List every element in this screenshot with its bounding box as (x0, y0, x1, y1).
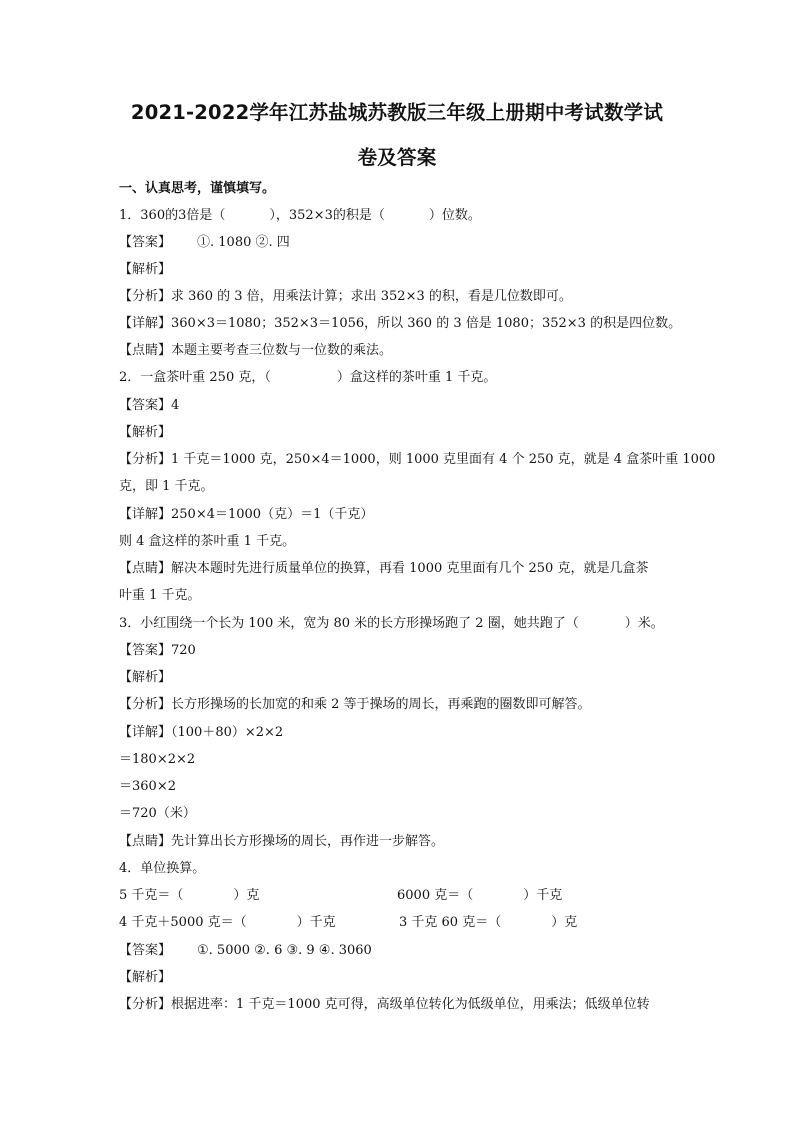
question-3-fenxi: 【分析】长方形操场的长加宽的和乘 2 等于操场的周长，再乘跑的圈数即可解答。 (119, 697, 591, 712)
question-1-fenxi: 【分析】求 360 的 3 倍，用乘法计算；求出 352×3 的积，看是几位数即可。 (119, 289, 572, 304)
question-4-fenxi: 【分析】根据进率：1 千克＝1000 克可得，高级单位转化为低级单位，用乘法；低级单位转 (119, 997, 650, 1012)
question-4-item-3: 4 千克＋5000 克＝（ ）千克 (119, 915, 336, 930)
question-3-stem: 3．小红围绕一个长为 100 米，宽为 80 米的长方形操场跑了 2 圈，她共跑了（ ）米。 (119, 616, 664, 631)
question-3-xiangjie: 【详解】（100＋80）×2×2 (119, 725, 284, 740)
question-4-answer: 【答案】 ①. 5000 ②. 6 ③. 9 ④. 3060 (119, 943, 372, 958)
question-2-stem: 2．一盒茶叶重 250 克，（ ）盒这样的茶叶重 1 千克。 (119, 370, 497, 385)
question-2-dianjing-line1: 【点睛】解决本题时先进行质量单位的换算，再看 1000 克里面有几个 250 克，就是几盒茶 (119, 561, 649, 576)
question-2-answer: 【答案】4 (119, 398, 180, 413)
page-title-line2: 卷及答案 (357, 146, 437, 169)
question-1-analysis-label: 【解析】 (119, 262, 172, 277)
question-4-stem: 4．单位换算。 (119, 861, 206, 876)
section-heading: 一、认真思考，谨慎填写。 (119, 181, 276, 196)
question-3-dianjing: 【点睛】先计算出长方形操场的周长，再作进一步解答。 (119, 834, 445, 849)
question-1-answer: 【答案】 ①. 1080 ②. 四 (119, 235, 290, 250)
question-2-fenxi-line2: 克，即 1 千克。 (119, 479, 214, 494)
page-title-line1: 2021-2022学年江苏盐城苏教版三年级上册期中考试数学试 (130, 101, 664, 124)
question-1-stem: 1．360的3倍是（ ），352×3的积是（ ）位数。 (119, 208, 481, 223)
question-2-analysis-label: 【解析】 (119, 425, 172, 440)
question-4-item-1: 5 千克＝（ ）克 (119, 888, 260, 903)
question-4-item-4: 3 千克 60 克＝（ ）克 (399, 915, 578, 930)
question-3-answer: 【答案】720 (119, 643, 196, 658)
question-2-dianjing-line2: 叶重 1 千克。 (119, 588, 201, 603)
question-3-step1: ＝180×2×2 (119, 752, 196, 767)
question-4-analysis-label: 【解析】 (119, 970, 172, 985)
question-3-step3: ＝720（米） (119, 806, 196, 821)
question-1-xiangjie: 【详解】360×3＝1080；352×3＝1056，所以 360 的 3 倍是 1080；352×3 的积是四位数。 (119, 316, 682, 331)
question-2-fenxi-line1: 【分析】1 千克＝1000 克，250×4＝1000，则 1000 克里面有 4 个 250 克，就是 4 盒茶叶重 1000 (119, 452, 716, 467)
question-3-step2: ＝360×2 (119, 779, 176, 794)
question-4-item-2: 6000 克＝（ ）千克 (397, 888, 563, 903)
question-3-analysis-label: 【解析】 (119, 670, 172, 685)
question-1-dianjing: 【点睛】本题主要考查三位数与一位数的乘法。 (119, 343, 393, 358)
question-2-extra: 则 4 盒这样的茶叶重 1 千克。 (119, 534, 296, 549)
question-2-xiangjie: 【详解】250×4＝1000（克）＝1（千克） (119, 507, 374, 522)
